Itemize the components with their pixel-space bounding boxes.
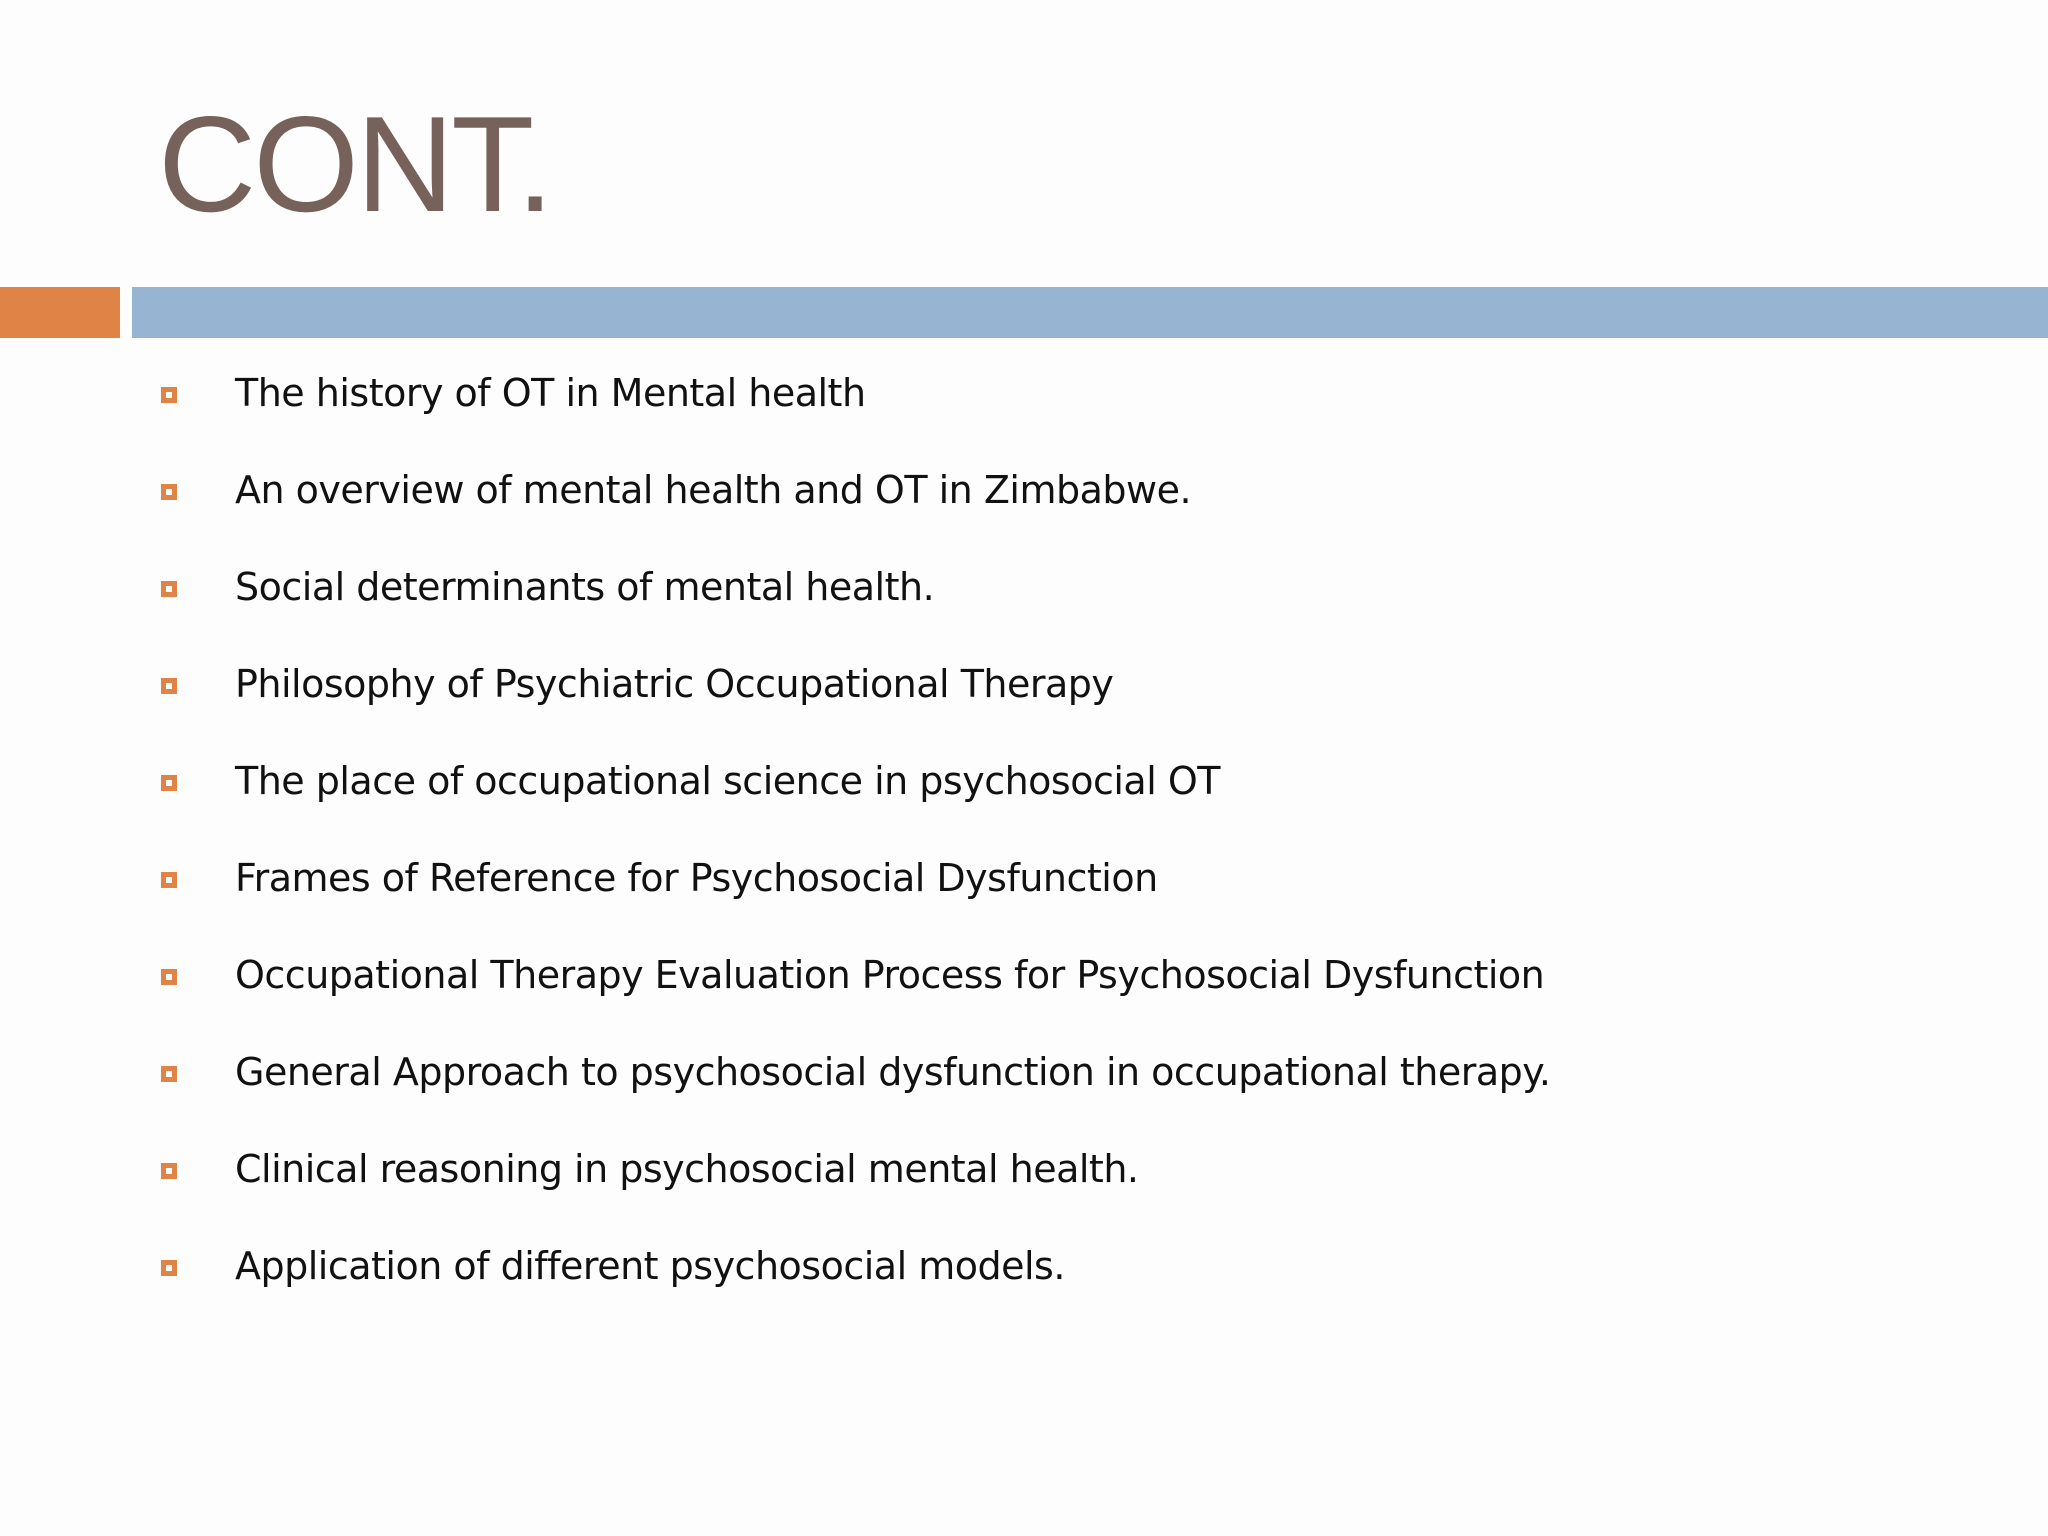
- list-item: [0, 749, 2048, 846]
- list-item: [0, 361, 2048, 458]
- bullet-text: Occupational Therapy Evaluation Process for Psychosocial Dysfunction: [235, 953, 1545, 997]
- list-item: [0, 458, 2048, 555]
- bullet-text: Social determinants of mental health.: [235, 565, 935, 609]
- list-item: [0, 1137, 2048, 1234]
- list-item: [0, 1234, 2048, 1331]
- bullet-text: An overview of mental health and OT in Zimbabwe.: [235, 468, 1192, 512]
- square-bullet-icon: [161, 775, 177, 791]
- bullet-text: Application of different psychosocial models.: [235, 1244, 1065, 1288]
- slide-title: CONT.: [158, 88, 551, 240]
- square-bullet-icon: [161, 484, 177, 500]
- list-item: [0, 652, 2048, 749]
- bullet-text: General Approach to psychosocial dysfunction in occupational therapy.: [235, 1050, 1551, 1094]
- bullet-text: Frames of Reference for Psychosocial Dysfunction: [235, 856, 1158, 900]
- square-bullet-icon: [161, 1163, 177, 1179]
- square-bullet-icon: [161, 581, 177, 597]
- square-bullet-icon: [161, 872, 177, 888]
- list-item: [0, 943, 2048, 1040]
- list-item: [0, 1040, 2048, 1137]
- square-bullet-icon: [161, 969, 177, 985]
- bullet-list: [0, 361, 2048, 1331]
- list-item: [0, 846, 2048, 943]
- bullet-text: The place of occupational science in psychosocial OT: [235, 759, 1220, 803]
- square-bullet-icon: [161, 678, 177, 694]
- title-rule-bar: [132, 287, 2048, 338]
- square-bullet-icon: [161, 1066, 177, 1082]
- bullet-text: The history of OT in Mental health: [235, 371, 866, 415]
- bullet-text: Philosophy of Psychiatric Occupational Therapy: [235, 662, 1114, 706]
- square-bullet-icon: [161, 387, 177, 403]
- bullet-text: Clinical reasoning in psychosocial mental health.: [235, 1147, 1139, 1191]
- accent-bar: [0, 287, 120, 338]
- square-bullet-icon: [161, 1260, 177, 1276]
- list-item: [0, 555, 2048, 652]
